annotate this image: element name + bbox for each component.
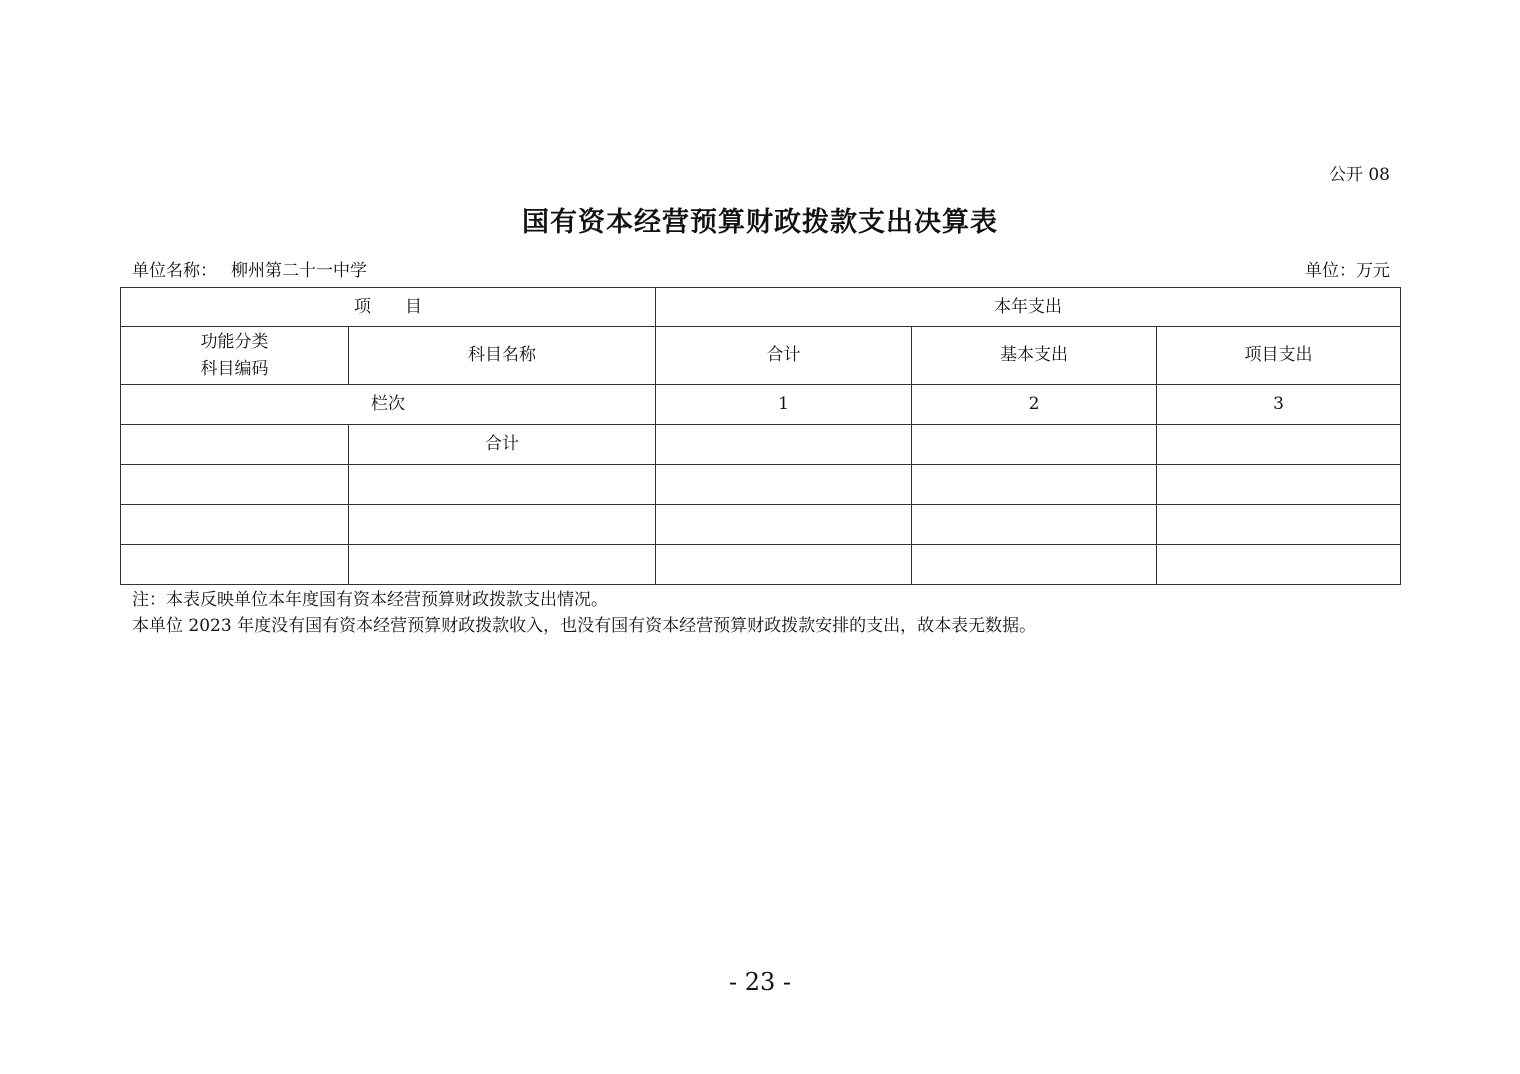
- row-code: [121, 425, 349, 465]
- header-item: 项 目: [121, 288, 656, 327]
- row-basic: [912, 465, 1157, 505]
- row-code: [121, 465, 349, 505]
- column-index-3: 3: [1157, 385, 1401, 425]
- page-title: 国有资本经营预算财政拨款支出决算表: [522, 207, 998, 238]
- header-function-code: [121, 327, 349, 385]
- row-name: 合计: [349, 425, 656, 465]
- document-code: 公开 08: [1328, 165, 1390, 185]
- header-project: 项目支出: [1157, 327, 1401, 385]
- currency-unit: 单位：万元: [1305, 261, 1390, 281]
- note-line-2: 本单位 2023 年度没有国有资本经营预算财政拨款收入，也没有国有资本经营预算财政拨款安排的支出，故本表无数据。: [132, 616, 1037, 636]
- header-subject-name: 科目名称: [349, 327, 656, 385]
- page-number: - 23 -: [728, 968, 791, 996]
- row-project: [1157, 425, 1401, 465]
- meta-row: [132, 256, 1390, 281]
- row-name: [349, 465, 656, 505]
- header-total: 合计: [656, 327, 912, 385]
- column-index-2: 2: [912, 385, 1157, 425]
- unit-name: 柳州第二十一中学: [231, 261, 367, 281]
- row-project: [1157, 505, 1401, 545]
- row-basic: [912, 425, 1157, 465]
- row-total: [656, 465, 912, 505]
- row-project: [1157, 545, 1401, 585]
- column-index-row: [121, 385, 1401, 425]
- notes: [132, 587, 1036, 639]
- row-basic: [912, 505, 1157, 545]
- table-row: [121, 545, 1401, 585]
- row-name: [349, 545, 656, 585]
- row-total: [656, 425, 912, 465]
- row-code: [121, 545, 349, 585]
- table-row: [121, 505, 1401, 545]
- row-code: [121, 505, 349, 545]
- header-function-code-line1: 功能分类: [200, 331, 269, 352]
- table-row: [121, 465, 1401, 505]
- header-row-2: [121, 327, 1401, 385]
- row-basic: [912, 545, 1157, 585]
- column-index-1: 1: [656, 385, 912, 425]
- unit-info: [132, 256, 367, 281]
- table-row: [121, 425, 1401, 465]
- header-row-1: [121, 288, 1401, 327]
- row-project: [1157, 465, 1401, 505]
- row-total: [656, 545, 912, 585]
- column-index-label: 栏次: [121, 385, 656, 425]
- expenditure-table: [120, 287, 1401, 585]
- header-basic: 基本支出: [912, 327, 1157, 385]
- unit-label: 单位名称：: [132, 261, 217, 281]
- header-current-year: 本年支出: [656, 288, 1401, 327]
- note-line-1: 注：本表反映单位本年度国有资本经营预算财政拨款支出情况。: [132, 590, 608, 610]
- row-name: [349, 505, 656, 545]
- row-total: [656, 505, 912, 545]
- header-function-code-line2: 科目编码: [200, 358, 269, 379]
